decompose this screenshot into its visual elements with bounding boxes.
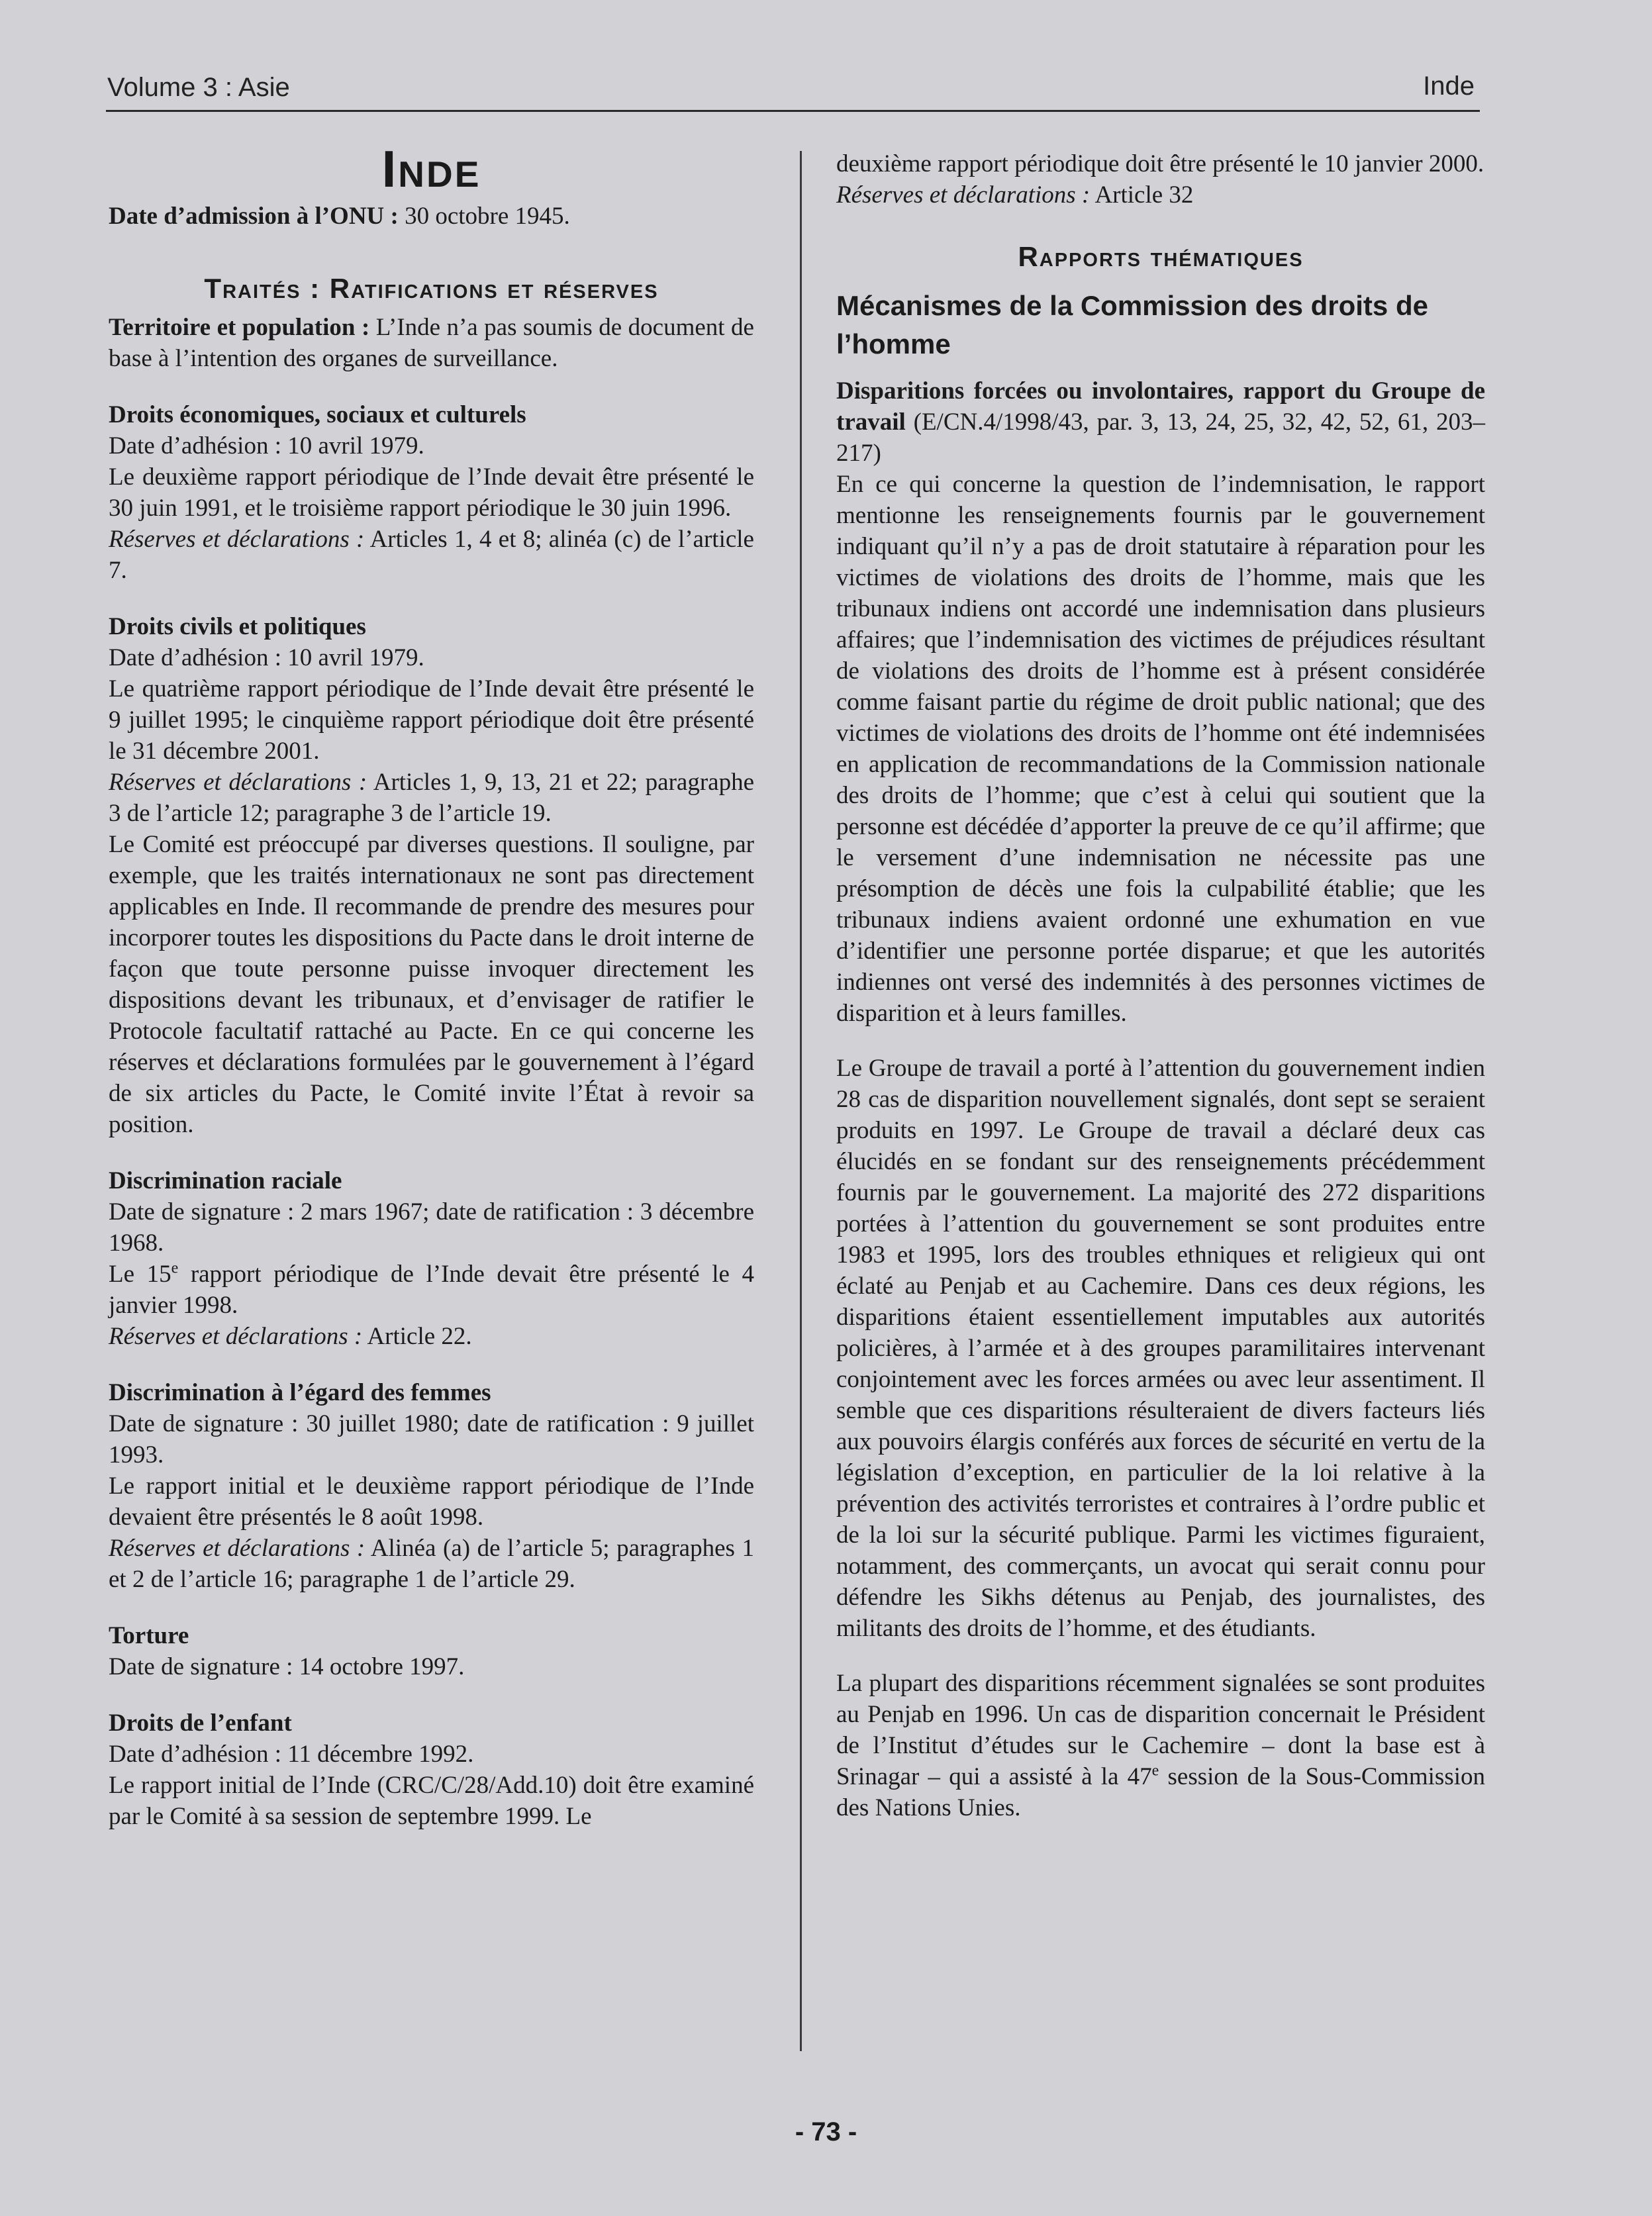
cerd-reservations: [109, 1321, 754, 1352]
escr-report: Le deuxième rapport périodique de l’Inde devait être présenté le 30 juin 1991, et le troisième rapport périodique le 30 juin 1996.: [109, 463, 754, 522]
disappear-heading: [836, 375, 1485, 469]
cerd-report: [109, 1259, 754, 1321]
disappear-p1: En ce qui concerne la question de l’indemnisation, le rapport mentionne les renseignements fournis par le gouvernement indiquant qu’il n’y a pas de droit statutaire à réparation pour les victimes de violations des droits de l’homme, mais que les tribunaux indiens ont accordé une indemnisation dans plusieurs affaires; que l’indemnisation des victimes de préjudices résultant de violations des droits de l’homme est à présent considérée comme faisant partie du régime de droit public national; que des victimes de violations des droits de l’homme ont été indemnisées en application de recommandations de la Commission nationale des droits de l’homme; que c’est à celui qui soutient que la personne est décédée d’apporter la preuve de ce qu’il affirme; que le versement d’une indemnisation ne nécessite pas une présomption de décès une fois la culpabilité établie; que les tribunaux indiens avaient ordonné une exhumation en vue d’identifier une personne portée disparue; et que les autorités indiennes ont versé des indemnités à des personnes victimes de disparition et à leurs familles.: [836, 471, 1485, 1027]
cerd-title: Discrimination raciale: [109, 1167, 342, 1194]
cedaw-reservations: [109, 1533, 754, 1595]
crc-res-text: Article 32: [1090, 181, 1194, 209]
escr-date: Date d’adhésion : 10 avril 1979.: [109, 432, 424, 459]
crc-reservations: [836, 179, 1485, 211]
crc-report-continued: deuxième rapport périodique doit être présenté le 10 janvier 2000.: [836, 150, 1484, 177]
header-country: Inde: [1423, 72, 1475, 101]
crc-date: Date d’adhésion : 11 décembre 1992.: [109, 1741, 474, 1768]
mechanisms-title: Mécanismes de la Commission des droits de l’homme: [836, 290, 1428, 360]
ccpr-res-text: Articles 1, 9, 13, 21 et 22; paragraphe 3 de l’article 12; paragraphe 3 de l’article 19.: [109, 769, 754, 827]
page-title: Inde: [381, 140, 481, 198]
territory-text: L’Inde n’a pas soumis de document de base à l’intention des organes de surveillance.: [109, 314, 754, 372]
column-divider: [800, 151, 802, 2051]
escr-res-text: Articles 1, 4 et 8; alinéa (c) de l’article 7.: [109, 526, 754, 584]
cerd-report-post: rapport périodique de l’Inde devait être présenté le 4 janvier 1998.: [109, 1261, 754, 1319]
cerd-res-text: Article 22.: [362, 1323, 472, 1350]
crc-res-label: Réserves et déclarations :: [836, 181, 1091, 209]
ccpr-comment: Le Comité est préoccupé par diverses questions. Il souligne, par exemple, que les traités internationaux ne sont pas directement applicables en Inde. Il recommande de prendre des mesures pour incorporer toutes les dispositions du Pacte dans le droit interne de façon que toute personne puisse invoquer directement les dispositions devant les tribunaux, et d’envisager de ratifier le Protocole facultatif rattaché au Pacte. En ce qui concerne les réserves et déclarations formulées par le gouvernement à l’égard de six articles du Pacte, le Comité invite l’État à revoir sa position.: [109, 831, 754, 1138]
disappear-ref: (E/CN.4/1998/43, par. 3, 13, 24, 25, 32, 42, 52, 61, 203–217): [836, 409, 1485, 467]
escr-title: Droits économiques, sociaux et culturels: [109, 401, 526, 428]
cat-date: Date de signature : 14 octobre 1997.: [109, 1653, 465, 1680]
thematic-heading: Rapports thématiques: [1018, 241, 1304, 272]
cat-title: Torture: [109, 1622, 189, 1649]
disappear-p3-pre: La plupart des disparitions récemment signalées se sont produites au Penjab en 1996. Un cas de disparition concernait le Président de l’Institut d’études sur le Cachemire – dont la base est à Srinagar – qui a assisté à la 47: [836, 1670, 1485, 1790]
cerd-date: Date de signature : 2 mars 1967; date de ratification : 3 décembre 1968.: [109, 1198, 754, 1257]
cedaw-res-text: Alinéa (a) de l’article 5; paragraphes 1 et 2 de l’article 16; paragraphe 1 de l’article 29.: [109, 1535, 754, 1593]
cedaw-report: Le rapport initial et le deuxième rapport périodique de l’Inde devaient être présentés le 8 août 1998.: [109, 1472, 754, 1531]
escr-reservations: [109, 524, 754, 586]
disappear-p2: Le Groupe de travail a porté à l’attention du gouvernement indien 28 cas de disparition nouvellement signalés, dont sept se seraient produits en 1997. Le Groupe de travail a déclaré deux cas élucidés en se fondant sur des renseignements précédemment fournis par le gouvernement. La majorité des 272 disparitions portées à l’attention du gouvernement se sont produites entre 1983 et 1995, lors des troubles ethniques et religieux qui ont éclaté au Penjab et au Cachemire. Dans ces deux régions, les disparitions étaient essentiellement imputables aux autorités policières, à l’armée et à des groupes paramilitaires intervenant conjointement avec les forces armées ou avec leur assentiment. Il semble que ces disparitions résulteraient de divers facteurs liés aux pouvoirs élargis conférés aux forces de sécurité en vertu de la législation d’exception, en particulier de la loi relative à la prévention des activités terroristes et contraires à l’ordre public et de la loi sur la sécurité publique. Parmi les victimes figuraient, notamment, des commerçants, un avocat qui serait connu pour défendre les Sikhs détenus au Penjab, des journalistes, des militants des droits de l’homme, et des étudiants.: [836, 1055, 1485, 1642]
disappear-p3-post: session de la Sous-Commission des Nations Unies.: [836, 1763, 1485, 1821]
disappear-p3-sup: e: [1151, 1762, 1159, 1780]
admission-label: Date d’admission à l’ONU :: [109, 203, 399, 230]
right-column: [836, 148, 1485, 1823]
ccpr-report: Le quatrième rapport périodique de l’Inde devait être présenté le 9 juillet 1995; le cinquième rapport périodique doit être présenté le 31 décembre 2001.: [109, 675, 754, 765]
admission-value: 30 octobre 1945.: [398, 203, 570, 230]
cedaw-res-label: Réserves et déclarations :: [109, 1535, 365, 1562]
territory-paragraph: [109, 312, 754, 374]
territory-label: Territoire et population :: [109, 314, 370, 341]
ccpr-date: Date d’adhésion : 10 avril 1979.: [109, 644, 424, 671]
cerd-report-sup: e: [171, 1259, 179, 1277]
crc-report-start: Le rapport initial de l’Inde (CRC/C/28/Add.10) doit être examiné par le Comité à sa session de septembre 1999. Le: [109, 1772, 754, 1830]
admission-date: [109, 201, 754, 232]
page-number: - 73 -: [795, 2117, 857, 2146]
escr-res-label: Réserves et déclarations :: [109, 526, 365, 553]
treaties-heading: Traités : Ratifications et réserves: [204, 273, 659, 304]
disappear-title: Disparitions forcées ou involontaires, rapport du Groupe de travail: [836, 377, 1485, 436]
cedaw-date: Date de signature : 30 juillet 1980; date de ratification : 9 juillet 1993.: [109, 1410, 754, 1469]
ccpr-res-label: Réserves et déclarations :: [109, 769, 367, 796]
ccpr-title: Droits civils et politiques: [109, 613, 366, 640]
disappear-p3: [836, 1668, 1485, 1823]
cerd-report-pre: Le 15: [109, 1261, 171, 1288]
cedaw-title: Discrimination à l’égard des femmes: [109, 1379, 491, 1406]
header-volume: Volume 3 : Asie: [107, 73, 290, 102]
running-header: [106, 70, 1480, 109]
crc-title: Droits de l’enfant: [109, 1710, 292, 1737]
header-rule: [106, 110, 1480, 112]
left-column: [109, 132, 754, 1832]
ccpr-reservations: [109, 767, 754, 829]
cerd-res-label: Réserves et déclarations :: [109, 1323, 363, 1350]
